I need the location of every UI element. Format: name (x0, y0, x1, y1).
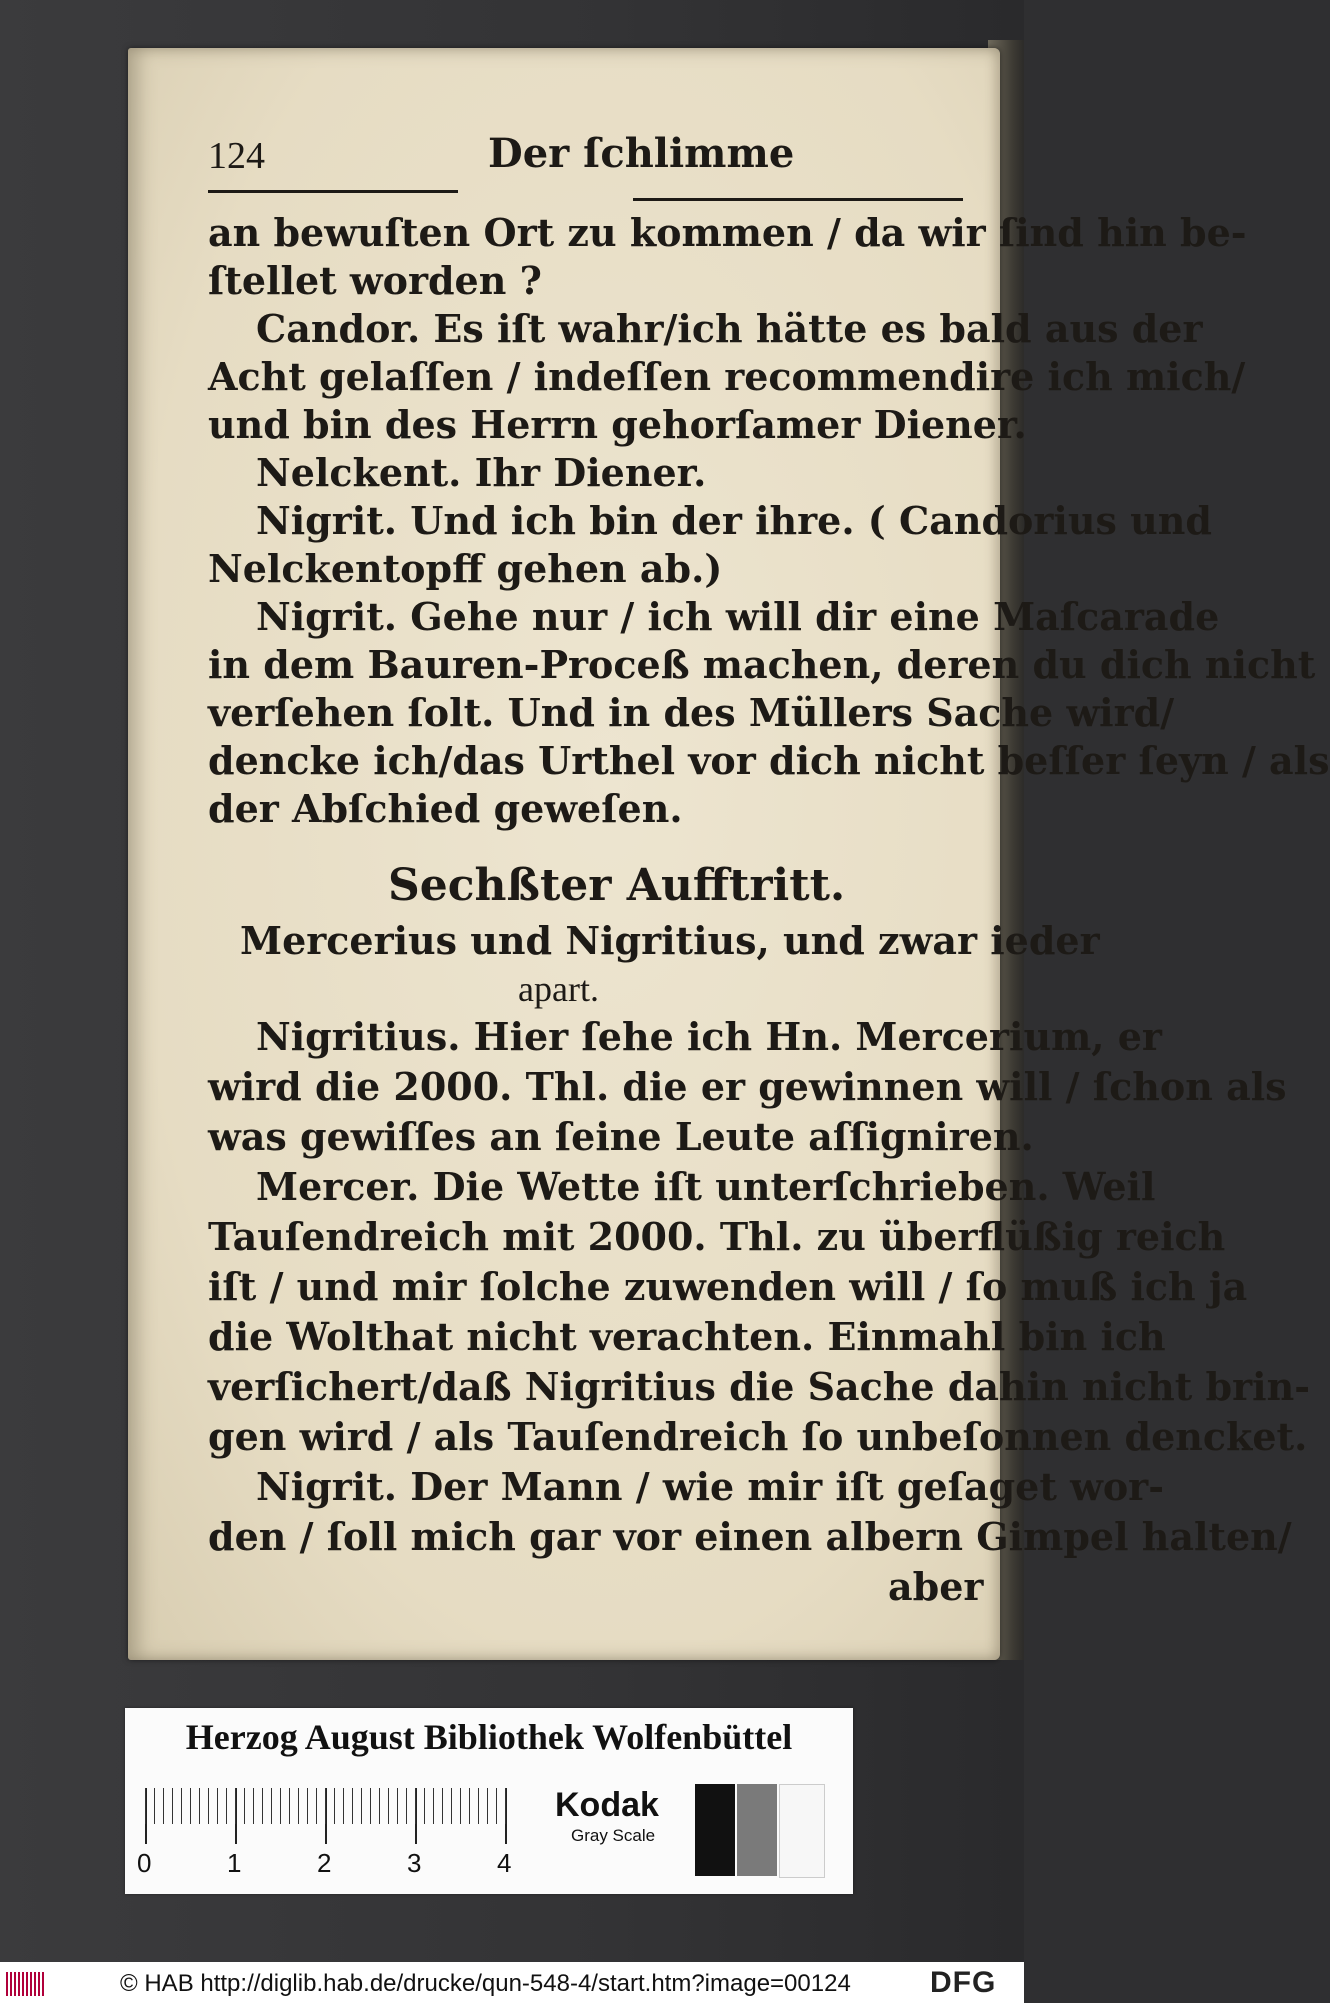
head-rule-right (633, 198, 963, 201)
text-line: Candor. Es iſt wahr/ich hätte es bald aus der (256, 306, 1203, 351)
text-line: die Wolthat nicht verachten. Einmahl bin ich (208, 1314, 1166, 1359)
text-line: Nigrit. Gehe nur / ich will dir eine Maſcarade (256, 594, 1220, 639)
ruler-number: 2 (317, 1848, 332, 1878)
kodak-logo: Kodak (555, 1786, 659, 1824)
text-line: Nigrit. Und ich bin der ihre. ( Candorius und (256, 498, 1212, 543)
text-line: Acht gelaſſen / indeſſen recommendire ich mich/ (208, 354, 1246, 399)
text-line: Tauſendreich mit 2000. Thl. zu überflüßig reich (208, 1214, 1226, 1259)
text-line: in dem Bauren-Proceß machen, deren du dich nicht (208, 642, 1316, 687)
text-line: ſtellet worden ? (208, 258, 542, 303)
text-line: Nigritius. Hier ſehe ich Hn. Mercerium, er (256, 1014, 1162, 1059)
text-line: Mercer. Die Wette iſt unterſchrieben. Weil (256, 1164, 1156, 1209)
text-line: dencke ich/das Urthel vor dich nicht beſſer ſeyn / als (208, 738, 1330, 783)
color-calibration-card (125, 1708, 853, 1894)
book-page (128, 48, 1330, 1660)
text-line: an bewuſten Ort zu kommen / da wir ſind hin be- (208, 210, 1247, 255)
scene-subheading: apart. (518, 969, 599, 1009)
text-line: Nelckentopff gehen ab.) (208, 546, 723, 591)
gray-swatch-mid (737, 1784, 777, 1876)
ruler-number: 4 (497, 1848, 512, 1878)
text-line: wird die 2000. Thl. die er gewinnen will / ſchon als (208, 1064, 1287, 1109)
footer-bar (0, 1962, 1024, 2003)
page-number: 124 (208, 135, 265, 177)
text-line: verſichert/daß Nigritius die Sache dahin nicht brin- (208, 1364, 1310, 1409)
ruler-number: 0 (137, 1848, 152, 1878)
gray-scale-label: Gray Scale (571, 1826, 656, 1845)
text-line: iſt / und mir ſolche zuwenden will / ſo muß ich ja (208, 1264, 1248, 1309)
footer-url[interactable]: © HAB http://diglib.hab.de/drucke/qun-548-4/start.htm?image=00124 (120, 1970, 851, 1997)
head-rule-left (208, 190, 458, 193)
scene-heading: Sechßter Aufftritt. (388, 860, 846, 911)
library-title: Herzog August Bibliothek Wolfenbüttel (185, 1717, 793, 1757)
dfg-logo: DFG (930, 1966, 997, 1999)
gray-swatch-black (695, 1784, 735, 1876)
text-line: verſehen ſolt. Und in des Müllers Sache wird/ (208, 690, 1175, 735)
text-line: der Abſchied geweſen. (208, 786, 683, 831)
running-head: Der ſchlimme (488, 130, 795, 177)
text-line: Nigrit. Der Mann / wie mir iſt geſaget wor- (256, 1464, 1164, 1509)
hab-logo-icon (6, 1972, 46, 1996)
text-line: den / ſoll mich gar vor einen albern Gimpel halten/ (208, 1514, 1292, 1559)
text-line: gen wird / als Tauſendreich ſo unbeſonnen dencket. (208, 1414, 1308, 1459)
ruler-number: 3 (407, 1848, 422, 1878)
text-line: Nelckent. Ihr Diener. (256, 450, 707, 495)
ruler-number: 1 (227, 1848, 242, 1878)
text-line: was gewiſſes an ſeine Leute aſſigniren. (208, 1114, 1034, 1159)
scene-subheading: Mercerius und Nigritius, und zwar ieder (240, 918, 1100, 963)
catchword: aber (888, 1564, 984, 1609)
ruler-minor-ticks (145, 1788, 507, 1824)
text-line: und bin des Herrn gehorſamer Diener. (208, 402, 1027, 447)
gray-swatch-white (779, 1784, 825, 1878)
